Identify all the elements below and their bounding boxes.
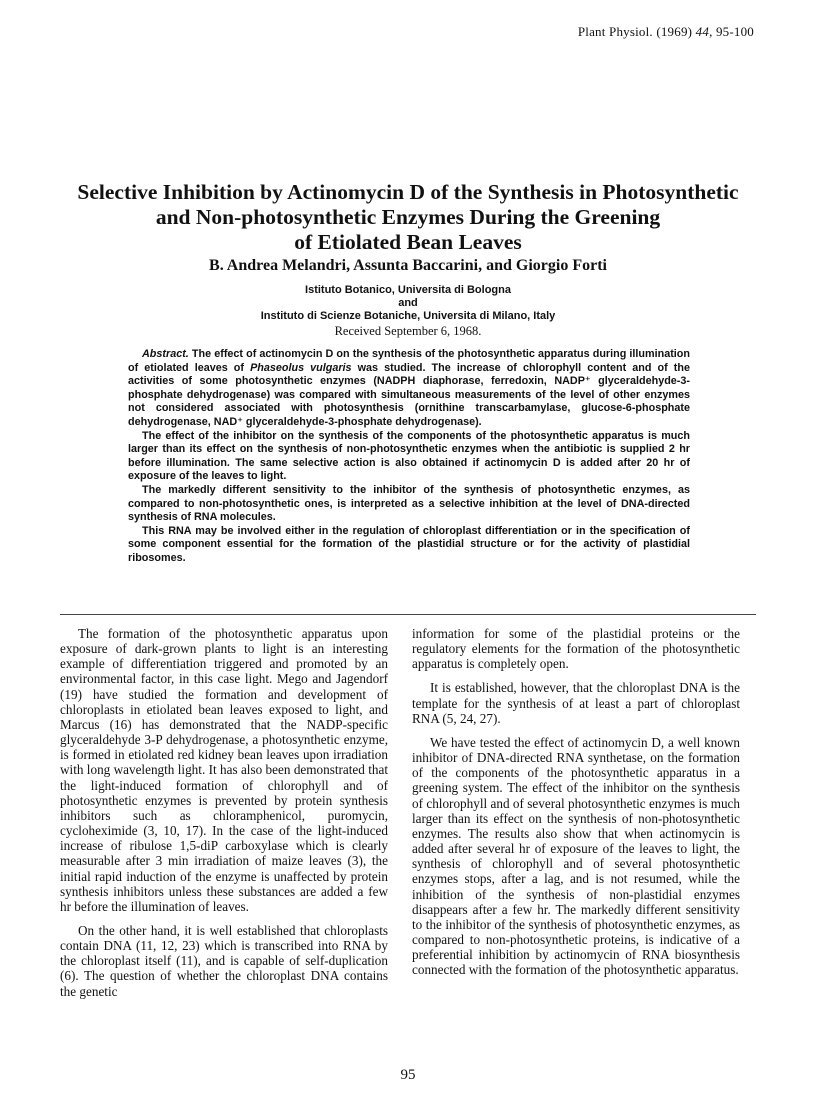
abstract-paragraph: The effect of the inhibitor on the synthesis of the components of the photosynthetic apparatus is much larger than its effect on the synthesis of non-photosynthetic enzymes when the antibiotic is supplied 2 hr before illumination. The same selective action is also obtained if actinomycin D is added after 20 hr of exposure of the leaves to light. — [128, 429, 690, 483]
journal-citation — [578, 24, 754, 40]
author-list: B. Andrea Melandri, Assunta Baccarini, and Giorgio Forti — [209, 257, 607, 274]
title-line: and Non-photosynthetic Enzymes During the Greening — [155, 205, 661, 229]
body-paragraph: The formation of the photosynthetic apparatus upon exposure of dark-grown plants to light is an interesting example of differentiation triggered and promoted by an environmental factor, in this case light. Mego and Jagendorf (19) have studied the formation and development of chloroplasts in etiolated bean leaves exposed to light, and Marcus (16) has demonstrated that the NADP-specific glyceraldehyde 3-P dehydrogenase, a photosynthetic enzyme, is formed in etiolated red kidney bean leaves upon irradiation with long wavelength light. It has also been demonstrated that the light-induced formation of chlorophyll and of photosynthetic enzymes is prevented by protein synthesis inhibitors such as chloramphenicol, puromycin, cycloheximide (3, 10, 17). In the case of the light-induced increase of ribulose 1,5-diP carboxylase which is clearly measurable after 3 min irradiation of maize leaves (3), the initial rapid induction of the enzyme is unaffected by protein synthesis inhibitors unless these substances are added a few hr before the illumination of leaves. — [60, 626, 388, 914]
body-column-right — [412, 626, 740, 986]
page-number: 95 — [400, 1067, 416, 1083]
abstract — [128, 348, 690, 566]
received-date: Received September 6, 1968. — [334, 324, 482, 338]
affiliation-and: and — [398, 297, 418, 309]
journal-pages: , 95-100 — [709, 24, 754, 39]
abstract-label: Abstract. — [142, 348, 189, 360]
body-paragraph: We have tested the effect of actinomycin D, a well known inhibitor of DNA-directed RNA synthetase, on the formation of the components of the photosynthetic apparatus in a greening system. The effect of the inhibitor on the synthesis of chlorophyll and of several photosynthetic enzymes is much larger than its effect on the synthesis of non-photosynthetic enzymes. The results also show that when actinomycin is added after several hr of exposure of the leaves to light, the synthesis of chlorophyll and of several photosynthetic enzymes stops, after a lag, and is not resumed, while the inhibition of the synthesis of non-plastidial enzymes disappears after a few hr. The markedly different sensitivity to the inhibitor of the synthesis of photosynthetic enzymes, as compared to non-photosynthetic proteins, is indicative of a preferential inhibition by actinomycin of RNA biosynthesis connected with the formation of the photosynthetic apparatus. — [412, 734, 740, 978]
body-paragraph: On the other hand, it is well established that chloroplasts contain DNA (11, 12, 23) which is transcribed into RNA by the chloroplast itself (11), and is capable of self-duplication (6). The question of whether the chloroplast DNA contains the genetic — [60, 922, 388, 999]
affiliation-milano: Instituto di Scienze Botaniche, Universita di Milano, Italy — [260, 310, 556, 322]
abstract-paragraph: This RNA may be involved either in the regulation of chloroplast differentiation or in the specification of some component essential for the formation of the plastidial structure or for the activity of plastidial ribosomes. — [128, 524, 690, 564]
title-line: of Etiolated Bean Leaves — [294, 230, 522, 254]
title-line: Selective Inhibition by Actinomycin D of the Synthesis in Photosynthetic — [77, 180, 739, 204]
abstract-paragraph: The markedly different sensitivity to the inhibitor of the synthesis of photosynthetic enzymes, as compared to non-photosynthetic ones, is interpreted as a selective inhibition at the level of DNA-directed synthesis of RNA molecules. — [128, 483, 690, 524]
body-column-left — [60, 626, 388, 1008]
body-paragraph: It is established, however, that the chloroplast DNA is the template for the synthesis of at least a part of chloroplast RNA (5, 24, 27). — [412, 680, 740, 726]
section-divider — [60, 614, 756, 615]
journal-name: Plant Physiol. (1969) — [577, 24, 693, 39]
species-name: Phaseolus vulgaris — [250, 361, 352, 374]
affiliation-bologna: Istituto Botanico, Universita di Bologna — [305, 284, 511, 296]
body-paragraph: information for some of the plastidial proteins or the regulatory elements for the formation of the photosynthetic apparatus is completely open. — [412, 626, 740, 672]
article-title — [60, 180, 756, 255]
journal-volume: 44 — [695, 24, 710, 39]
abstract-paragraph: Abstract. The effect of actinomycin D on the synthesis of the photosynthetic apparatus during illumination of etiolated leaves of Phaseolus vulgaris was studied. The increase of chlorophyll content and of the activities of some photosynthetic enzymes (NADPH diaphorase, ferredoxin, NADP⁺ glyceraldehyde-3-phosphate dehydrogenase) was compared with simultaneous measurements of the level of other enzymes not considered associated with photosynthesis (ornithine transcarbamylase, glucose-6-phosphate dehydrogenase, NAD⁺ glyceraldehyde-3-phosphate dehydrogenase). — [128, 348, 690, 428]
